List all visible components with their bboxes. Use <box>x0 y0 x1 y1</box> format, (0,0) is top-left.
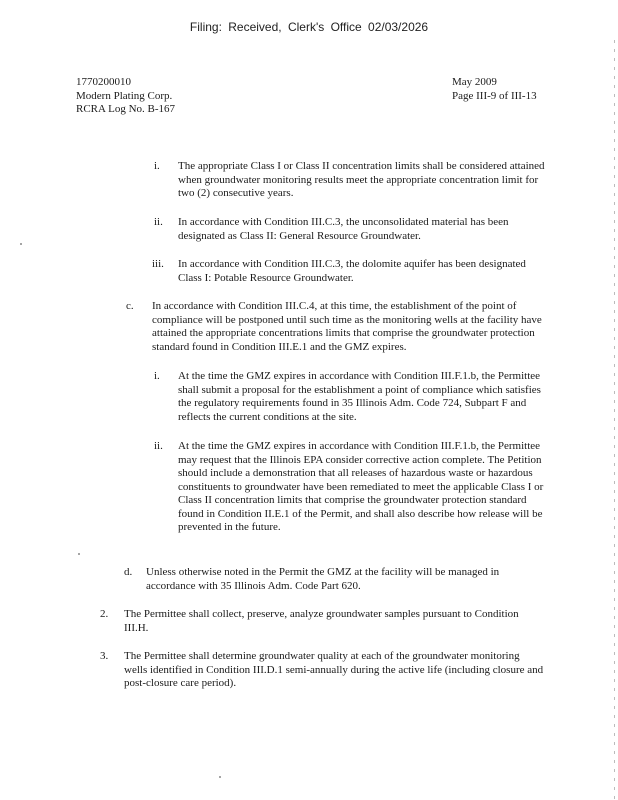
scan-edge-mark <box>614 40 615 800</box>
item-label: 3. <box>100 650 109 662</box>
paragraph-d <box>124 566 546 593</box>
item-label: c. <box>126 300 134 312</box>
item-text: The appropriate Class I or Class II concentration limits shall be considered attained when groundwater monitoring results meet the appropriate concentration limit for two (2) consecutive years. <box>178 160 545 199</box>
paragraph-2 <box>100 608 544 635</box>
item-label: iii. <box>152 258 164 270</box>
paragraph-c-ii <box>154 440 548 535</box>
scan-speck <box>78 553 80 555</box>
paragraph-3 <box>100 650 544 691</box>
item-label: ii. <box>154 440 163 452</box>
company-name: Modern Plating Corp. <box>76 89 173 102</box>
paragraph-b-ii <box>154 216 548 243</box>
doc-date: May 2009 <box>452 76 497 88</box>
item-text: The Permittee shall determine groundwater quality at each of the groundwater monitoring wells identified in Condition III.D.1 semi-annually during the active life (including closure and post-closure care period). <box>124 650 544 689</box>
header-left <box>76 76 175 117</box>
item-text: At the time the GMZ expires in accordance with Condition III.F.1.b, the Permittee may request that the Illinois EPA consider corrective action complete. The Petition should include a demonstration that all releases of hazardous waste or hazardous constituents to groundwater have been remediated to meet the applicable Class I or Class II concentration limits that comprise the groundwater protection standard found in Condition II.E.1 of the Permit, and shall also describe how release will be prevented in the future. <box>178 440 544 533</box>
item-text: The Permittee shall collect, preserve, analyze groundwater samples pursuant to Condition III.H. <box>124 608 519 634</box>
item-label: d. <box>124 566 133 578</box>
item-text: At the time the GMZ expires in accordance with Condition III.F.1.b, the Permittee shall submit a proposal for the establishment a point of compliance which satisfies the regulatory requirements found in 35 Illinois Adm. Code 724, Subpart F and reflects the current conditions at the site. <box>178 370 541 423</box>
item-text: Unless otherwise noted in the Permit the GMZ at the facility will be managed in accordance with 35 Illinois Adm. Code Part 620. <box>146 566 500 592</box>
item-label: i. <box>154 160 160 172</box>
scan-speck <box>219 776 221 778</box>
paragraph-c-i <box>154 370 548 424</box>
header-right <box>452 76 537 103</box>
item-text: In accordance with Condition III.C.3, the unconsolidated material has been designated as Class II: General Resource Groundwater. <box>178 216 509 242</box>
page-number: Page III-9 of III-13 <box>452 89 537 102</box>
item-text: In accordance with Condition III.C.4, at this time, the establishment of the point of compliance will be postponed until such time as the monitoring wells at the facility have attained the appropriate concentrations limits that comprise the groundwater protection standard found in Condition III.E.1 and the GMZ expires. <box>152 300 542 353</box>
item-label: ii. <box>154 216 163 228</box>
paragraph-b-iii <box>152 258 548 285</box>
paragraph-c <box>126 300 552 354</box>
scan-speck <box>20 243 22 245</box>
item-label: 2. <box>100 608 109 620</box>
log-number: RCRA Log No. B-167 <box>76 103 176 115</box>
item-label: i. <box>154 370 160 382</box>
doc-number: 1770200010 <box>76 76 131 88</box>
item-text: In accordance with Condition III.C.3, the dolomite aquifer has been designated Class I: Potable Resource Groundwater. <box>178 258 526 284</box>
paragraph-b-i <box>154 160 548 201</box>
filing-stamp: Filing: Received, Clerk's Office 02/03/2026 <box>189 20 429 34</box>
